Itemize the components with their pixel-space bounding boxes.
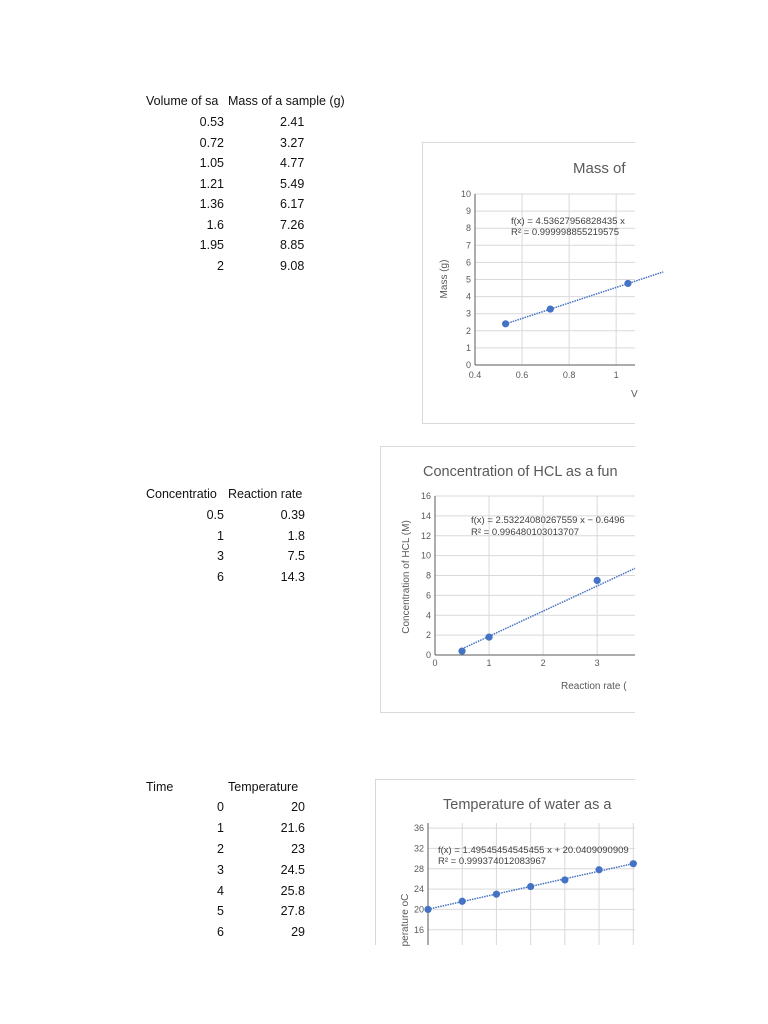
y-tick-label: 2	[465, 325, 471, 336]
y-tick-label: 10	[420, 550, 431, 561]
data-point	[424, 906, 431, 913]
table1-cell: 9.08	[280, 258, 305, 273]
table1-cell: 0.72	[199, 135, 224, 150]
y-tick-label: 0	[465, 360, 471, 370]
y-tick-label: 3	[465, 308, 471, 319]
table3-cell: 23	[291, 842, 305, 856]
table1-cell: 0.53	[199, 115, 224, 129]
x-axis-label: V	[631, 389, 638, 400]
y-axis-label: Concentration of HCL (M)	[401, 520, 412, 634]
data-point	[485, 634, 492, 641]
y-tick-label: 8	[465, 223, 471, 234]
chart-temperature-time	[375, 779, 635, 945]
table1-header-mass: Mass of a sample (g)	[228, 94, 345, 108]
table1-cell: 7.26	[280, 217, 305, 232]
chart-temperature-svg	[376, 780, 635, 945]
table3-header-temperature: Temperature	[228, 780, 299, 794]
data-point	[594, 577, 601, 584]
chart-title: Concentration of HCL as a fun	[423, 464, 618, 480]
table3-cell: 0	[217, 800, 224, 814]
data-point	[630, 860, 637, 867]
r-squared: R² = 0.999374012083967	[438, 856, 547, 867]
table1-cell: 2.41	[280, 115, 305, 129]
y-tick-label: 14	[420, 510, 431, 521]
table3-cell: 4	[217, 883, 224, 898]
r-squared: R² = 0.999998855219575	[511, 227, 620, 238]
table3-header-time: Time	[146, 780, 174, 794]
x-tick-label: 0.4	[468, 370, 482, 380]
table2-cell: 0.39	[280, 508, 305, 522]
table2-cell: 6	[217, 569, 224, 584]
table1-cell: 4.77	[280, 156, 305, 170]
x-tick-label: 1	[613, 370, 619, 380]
r-squared: R² = 0.996480103013707	[471, 527, 580, 538]
trendline-equation: f(x) = 4.53627956828435 x	[511, 216, 625, 227]
data-point	[527, 883, 534, 890]
y-tick-label: 6	[465, 257, 471, 268]
y-tick-label: 2	[425, 630, 431, 641]
y-tick-label: 6	[425, 590, 431, 601]
data-point	[547, 305, 554, 312]
table1-cell: 1.95	[199, 238, 224, 252]
table2-cell: 0.5	[206, 508, 224, 522]
trendline-equation: f(x) = 1.49545454545455 x + 20.0409090909	[438, 845, 629, 856]
table1-cell: 1.05	[199, 156, 224, 170]
y-tick-label: 4	[425, 610, 431, 621]
table1-cell: 3.27	[280, 135, 305, 150]
table2-header-concentration: Concentratio	[146, 487, 217, 501]
data-point	[493, 891, 500, 898]
chart-title: Temperature of water as a	[443, 797, 612, 813]
table2-cell: 7.5	[287, 549, 305, 563]
y-tick-label: 16	[420, 491, 431, 501]
table1-cell: 1.6	[206, 217, 224, 232]
table2-cell: 3	[217, 549, 224, 563]
table1-cell: 1.21	[199, 176, 224, 191]
table3-cell: 3	[217, 863, 224, 877]
x-axis-label: Reaction rate (	[561, 681, 627, 692]
y-tick-label: 4	[465, 291, 471, 302]
table1-header-volume: Volume of sa	[146, 94, 219, 108]
chart-mass-svg	[423, 143, 638, 423]
table1-cell: 1.36	[199, 197, 224, 211]
y-tick-label: 20	[413, 904, 424, 915]
trendline-equation: f(x) = 2.53224080267559 x − 0.6496	[471, 515, 625, 526]
y-tick-label: 16	[413, 924, 424, 935]
table3-cell: 24.5	[280, 863, 305, 877]
chart-concentration-rate	[380, 446, 635, 713]
table2-cell: 1.8	[287, 528, 305, 543]
x-tick-label: 2	[540, 658, 546, 668]
x-tick-label: 0.8	[562, 370, 576, 380]
table3-cell: 6	[217, 925, 224, 939]
table1-cell: 6.17	[280, 197, 305, 211]
y-tick-label: 28	[413, 863, 424, 874]
data-point	[459, 898, 466, 905]
table3-cell: 20	[291, 800, 305, 814]
table3-cell: 29	[291, 925, 305, 939]
table1-cell: 2	[217, 258, 224, 273]
table2-header-rate: Reaction rate	[228, 487, 303, 501]
data-point	[502, 320, 509, 327]
x-tick-label: 0.6	[515, 370, 529, 380]
y-tick-label: 8	[425, 570, 431, 581]
data-point	[595, 866, 602, 873]
data-point	[561, 876, 568, 883]
y-tick-label: 36	[413, 823, 424, 834]
x-tick-label: 3	[594, 658, 600, 668]
x-tick-label: 0	[432, 658, 438, 668]
y-tick-label: 24	[413, 884, 424, 895]
y-tick-label: 0	[425, 650, 431, 660]
table1-cell: 5.49	[280, 176, 305, 191]
y-tick-label: 9	[465, 206, 471, 217]
data-point	[624, 280, 631, 287]
table2-cell: 1	[217, 528, 224, 543]
table3-cell: 2	[217, 842, 224, 856]
y-tick-label: 5	[465, 274, 471, 285]
table2-cell: 14.3	[280, 569, 305, 584]
table3-cell: 27.8	[280, 904, 305, 918]
y-tick-label: 1	[465, 342, 471, 353]
x-tick-label: 1	[486, 658, 492, 668]
table1-cell: 8.85	[280, 238, 305, 252]
table3-cell: 21.6	[280, 821, 305, 835]
table3-cell: 1	[217, 821, 224, 835]
chart-mass-volume	[422, 142, 638, 424]
y-axis-label: perature oC	[400, 893, 411, 947]
y-tick-label: 32	[413, 843, 424, 854]
table3-cell: 5	[217, 904, 224, 918]
chart-title: Mass of	[573, 160, 626, 177]
y-tick-label: 7	[465, 240, 471, 251]
data-point	[458, 648, 465, 655]
chart-concentration-svg	[381, 447, 635, 712]
y-axis-label: Mass (g)	[439, 259, 450, 299]
table3-cell: 25.8	[280, 883, 305, 898]
y-tick-label: 10	[460, 189, 471, 199]
y-tick-label: 12	[420, 530, 431, 541]
